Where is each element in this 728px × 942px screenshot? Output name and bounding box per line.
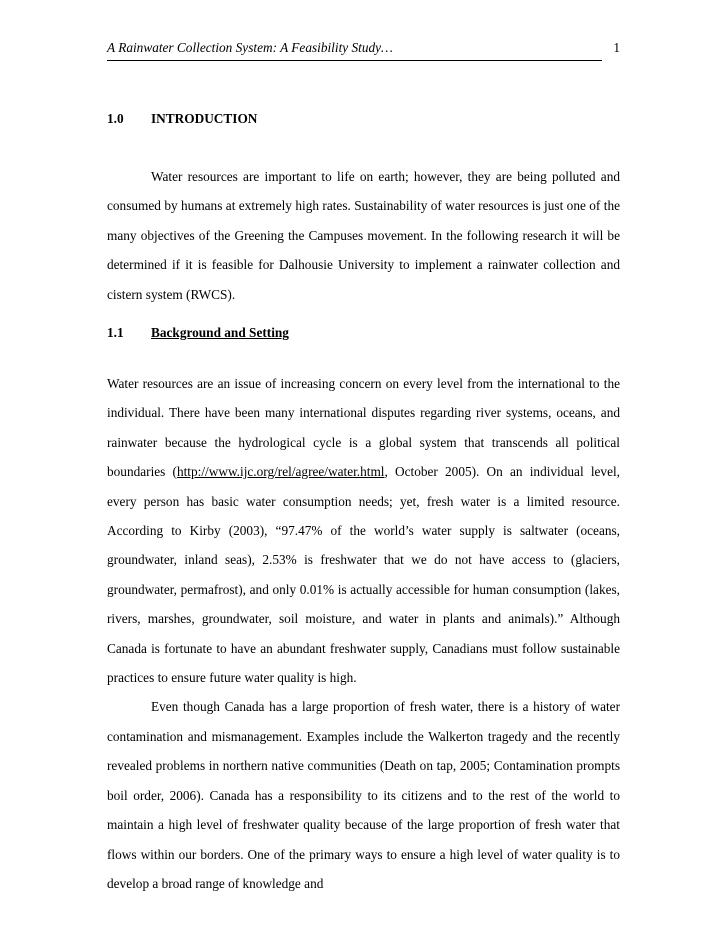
section-number: 1.0 xyxy=(107,111,124,126)
running-title: A Rainwater Collection System: A Feasibility Study… xyxy=(107,40,393,55)
background-paragraph-1 xyxy=(107,369,620,692)
page-number: 1 xyxy=(613,40,620,55)
section-title: INTRODUCTION xyxy=(151,111,258,126)
section-title: Background and Setting xyxy=(151,325,289,340)
section-heading-introduction xyxy=(107,111,257,127)
paragraph-text: Water resources are an issue of increasing concern on every level from the international to the individual. There have been many international disputes regarding river systems, oceans, and rainwater because the hydrological cycle is a global system that transcends all political boundaries ( xyxy=(107,376,620,480)
page-header xyxy=(107,40,620,62)
header-rule xyxy=(107,60,602,61)
background-paragraph-2: Even though Canada has a large proportion of fresh water, there is a history of water contamination and mismanagement. Examples include the Walkerton tragedy and the recently revealed problems in northern native communities (Death on tap, 2005; Contamination prompts boil order, 2006). Canada has a responsibility to its citizens and to the rest of the world to maintain a high level of freshwater quality because of the large proportion of fresh water that flows within our borders. One of the primary ways to ensure a high level of water quality is to develop a broad range of knowledge and xyxy=(107,699,620,891)
introduction-body xyxy=(107,162,620,309)
paragraph-text: , October 2005). On an individual level, every person has basic water consumption needs; yet, fresh water is a limited resource. According to Kirby (2003), “97.47% of the world’s water supply is saltwater (oceans, groundwater, inland seas), 2.53% is freshwater that we do not have access to (glaciers, groundwater, permafrost), and only 0.01% is actually accessible for human consumption (lakes, rivers, marshes, groundwater, soil moisture, and water in plants and animals).” Although Canada is fortunate to have an abundant freshwater supply, Canadians must follow sustainable practices to ensure future water quality is high. xyxy=(107,464,620,686)
background-body xyxy=(107,369,620,898)
section-heading-background xyxy=(107,325,289,341)
introduction-paragraph: Water resources are important to life on earth; however, they are being polluted and consumed by humans at extremely high rates. Sustainability of water resources is just one of the many objectives of the Greening the Campuses movement. In the following research it will be determined if it is feasible for Dalhousie University to implement a rainwater collection and cistern system (RWCS). xyxy=(107,169,620,302)
section-number: 1.1 xyxy=(107,325,124,340)
reference-link[interactable]: http://www.ijc.org/rel/agree/water.html xyxy=(176,464,385,480)
